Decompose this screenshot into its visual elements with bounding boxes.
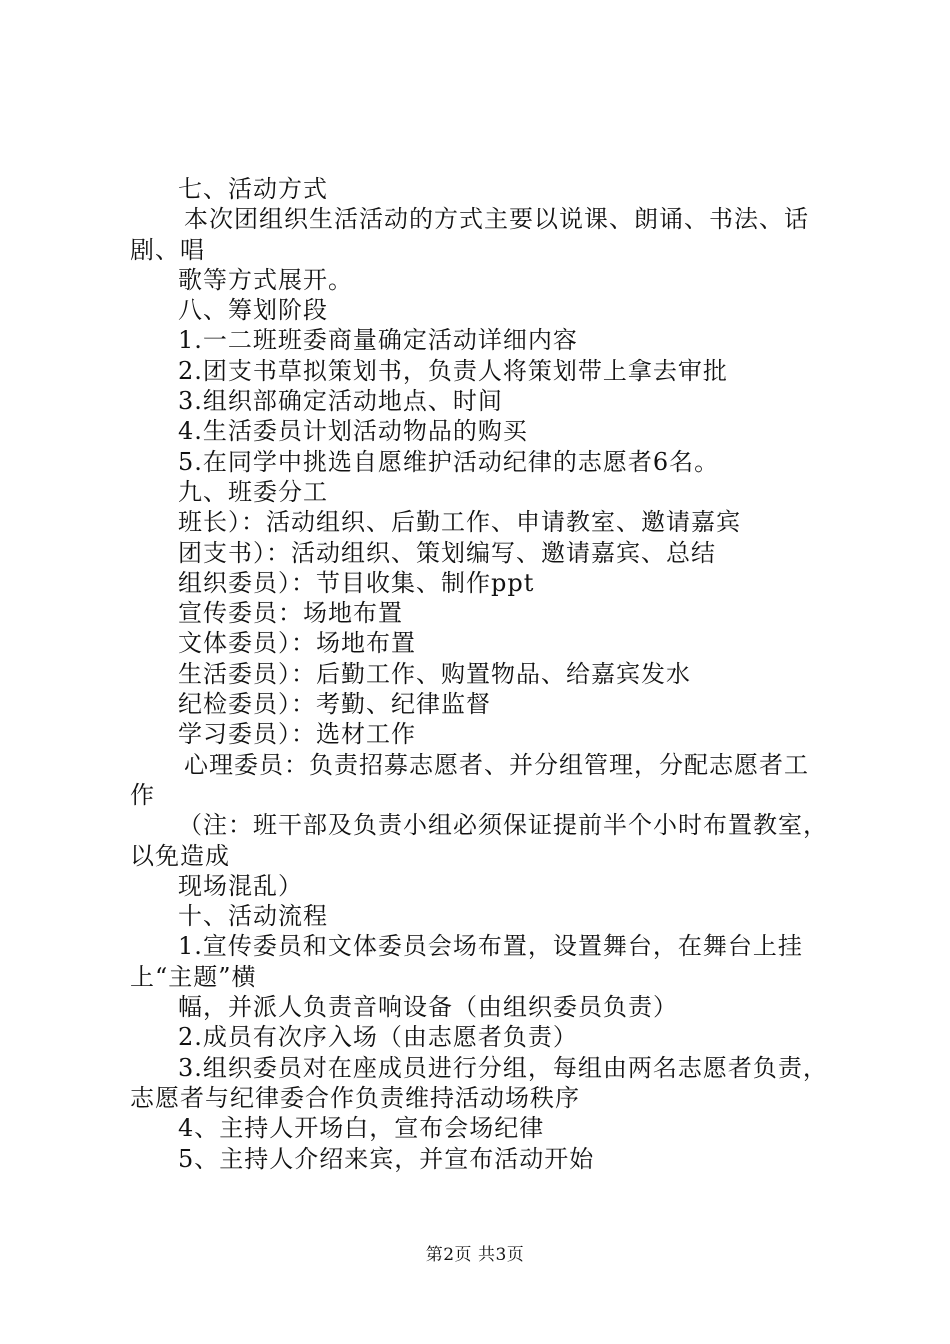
text-line: 志愿者与纪律委合作负责维持活动场秩序 [130,1083,580,1112]
text-line: 2.成员有次序入场（由志愿者负责） [178,1023,578,1052]
text-line: 本次团组织生活活动的方式主要以说课、朗诵、书法、话 [184,205,809,234]
text-line: 歌等方式展开。 [178,265,353,294]
text-line: 上“主题”横 [130,962,257,991]
text-line: 4.生活委员计划活动物品的购买 [178,417,528,446]
text-line: 十、活动流程 [178,902,328,931]
text-line: 团支书）：活动组织、策划编写、邀请嘉宾、总结 [178,538,716,567]
text-line: 3.组织部确定活动地点、时间 [178,387,503,416]
text-line: 八、筹划阶段 [178,296,328,325]
text-line: 4、主持人开场白，宣布会场纪律 [178,1114,545,1143]
text-line: 文体委员）：场地布置 [178,629,416,658]
text-line: 3.组织委员对在座成员进行分组，每组由两名志愿者负责， [178,1053,828,1082]
text-line: 组织委员）：节目收集、制作ppt [178,568,535,597]
text-line: 班长）：活动组织、后勤工作、申请教室、邀请嘉宾 [178,508,741,537]
document-body [130,174,840,1174]
text-line: 心理委员：负责招募志愿者、并分组管理，分配志愿者工 [184,750,809,779]
text-line: 宣传委员：场地布置 [178,599,403,628]
text-line: 纪检委员）：考勤、纪律监督 [178,690,491,719]
text-line: 学习委员）：选材工作 [178,720,416,749]
page-footer: 第2页 共3页 [425,1245,525,1265]
text-line: （注：班干部及负责小组必须保证提前半个小时布置教室， [178,811,828,840]
text-line: 5.在同学中挑选自愿维护活动纪律的志愿者6名。 [178,447,720,476]
text-line: 作 [130,780,155,809]
text-line: 2.团支书草拟策划书，负责人将策划带上拿去审批 [178,356,728,385]
text-line: 生活委员）：后勤工作、购置物品、给嘉宾发水 [178,659,691,688]
text-line: 1.宣传委员和文体委员会场布置，设置舞台，在舞台上挂 [178,932,803,961]
text-line: 现场混乱） [178,871,303,900]
text-line: 以免造成 [130,841,230,870]
text-line: 九、班委分工 [178,477,328,506]
text-line: 1.一二班班委商量确定活动详细内容 [178,326,578,355]
text-line: 幅，并派人负责音响设备（由组织委员负责） [178,993,678,1022]
text-line: 七、活动方式 [178,175,328,203]
text-line: 5、主持人介绍来宾，并宣布活动开始 [178,1144,595,1173]
text-line: 剧、唱 [130,235,205,264]
